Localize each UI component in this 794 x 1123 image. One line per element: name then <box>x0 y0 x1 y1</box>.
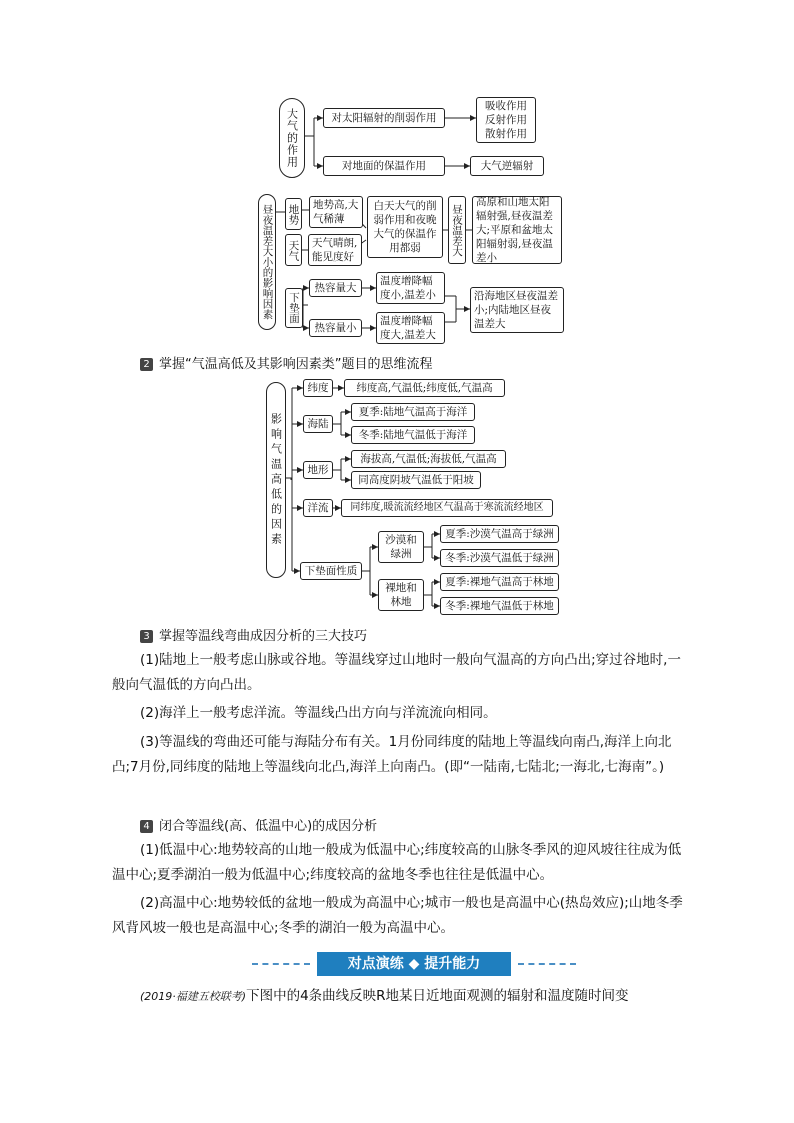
high-heat-capacity-box: 热容量大 <box>309 279 362 297</box>
exercise-text: 下图中的4条曲线反映R地某日近地面观测的辐射和温度随时间变 <box>246 988 629 1004</box>
bare-summer-box: 夏季:裸地气温高于林地 <box>440 573 559 591</box>
terrain-factor-box: 地势 <box>285 198 302 230</box>
weakening-types-box <box>476 97 536 143</box>
large-temp-change-box: 温度增降幅度大,温差大 <box>376 312 445 344</box>
paragraph-mountain-valley: (1)陆地上一般考虑山脉或谷地。等温线穿过山地时一般向气温高的方向凸出;穿过谷地时,一般向气温低的方向凸出。 <box>112 652 681 693</box>
plateau-plain-desc-box: 高原和山地太阳辐射强,昼夜温差大;平原和盆地太阳辐射弱,昼夜温差小 <box>472 196 562 264</box>
section-3-number: 3 <box>140 630 153 643</box>
weak-atmosphere-effect-box: 白天大气的削弱作用和夜晚大气的保温作用都弱 <box>367 196 443 258</box>
terrain-box: 地形 <box>303 461 333 479</box>
section-4-title: 闭合等温线(高、低温中心)的成因分析 <box>159 819 378 834</box>
section-3-heading <box>140 625 367 644</box>
practice-banner: 对点演练 ◆ 提升能力 <box>317 952 511 976</box>
scattering-label: 散射作用 <box>485 128 527 140</box>
banner-right-dashes <box>518 963 576 965</box>
weakening-solar-radiation-box: 对太阳辐射的削弱作用 <box>323 108 445 128</box>
exercise-intro <box>140 986 700 1007</box>
desert-winter-box: 冬季:沙漠气温低于绿洲 <box>440 549 559 567</box>
desert-oasis-box: 沙漠和绿洲 <box>378 531 424 563</box>
current-desc-box: 同纬度,暖流流经地区气温高于寒流流经地区 <box>341 499 553 517</box>
surface-nature-box: 下垫面性质 <box>300 562 362 580</box>
slope-desc-box: 同高度阴坡气温低于阳坡 <box>351 471 481 489</box>
absorption-label: 吸收作用 <box>485 100 527 112</box>
coastal-inland-desc-box: 沿海地区昼夜温差小;内陆地区昼夜温差大 <box>470 287 564 333</box>
banner-left-dashes <box>252 963 310 965</box>
bare-forest-box: 裸地和林地 <box>378 579 424 611</box>
winter-land-sea-box: 冬季:陆地气温低于海洋 <box>351 426 475 444</box>
paragraph-high-center: (2)高温中心:地势较低的盆地一般成为高温中心;城市一般也是高温中心(热岛效应);山地冬季风背风坡一般也是高温中心;冬季的湖泊一般为高温中心。 <box>112 895 683 936</box>
ocean-current-box: 洋流 <box>303 499 333 517</box>
large-diurnal-range-box: 昼夜温差大 <box>448 196 466 264</box>
desert-summer-box: 夏季:沙漠气温高于绿洲 <box>440 525 559 543</box>
section-2-title: 掌握“气温高低及其影响因素类”题目的思维流程 <box>159 357 433 372</box>
weather-desc-box: 天气晴朗,能见度好 <box>308 234 362 266</box>
counter-radiation-box: 大气逆辐射 <box>470 156 544 176</box>
bare-winter-box: 冬季:裸地气温低于林地 <box>440 597 559 615</box>
paragraph-ocean-current: (2)海洋上一般考虑洋流。等温线凸出方向与洋流流向相同。 <box>140 705 497 721</box>
exercise-source: (2019·福建五校联考) <box>140 990 247 1003</box>
altitude-desc-box: 海拔高,气温低;海拔低,气温高 <box>351 450 506 468</box>
summer-land-sea-box: 夏季:陆地气温高于海洋 <box>351 403 475 421</box>
terrain-desc-box: 地势高,大气稀薄 <box>309 196 363 228</box>
temperature-factors-root: 影响气温高低的因素 <box>266 382 286 578</box>
reflection-label: 反射作用 <box>485 114 527 126</box>
section-3-title: 掌握等温线弯曲成因分析的三大技巧 <box>159 629 368 644</box>
section-2-heading <box>140 353 432 372</box>
paragraph-land-sea: (3)等温线的弯曲还可能与海陆分布有关。1月份同纬度的陆地上等温线向南凸,海洋上向北凸;7月份,同纬度的陆地上等温线向北凸,海洋上向南凸。(即“一陆南,七陆北;一海北,七海南”。) <box>112 734 672 775</box>
small-temp-change-box: 温度增降幅度小,温差小 <box>376 272 445 304</box>
weather-factor-box: 天气 <box>285 234 302 266</box>
atmosphere-role-root: 大气的作用 <box>279 98 305 178</box>
latitude-box: 纬度 <box>303 379 333 397</box>
section-4-heading <box>140 815 377 834</box>
low-heat-capacity-box: 热容量小 <box>309 319 362 337</box>
section-2-number: 2 <box>140 358 153 371</box>
ground-insulation-box: 对地面的保温作用 <box>323 156 445 176</box>
land-sea-box: 海陆 <box>303 415 333 433</box>
paragraph-low-center: (1)低温中心:地势较高的山地一般成为低温中心;纬度较高的山脉冬季风的迎风坡往往成为低温中心;夏季湖泊一般为低温中心;纬度较高的盆地冬季也往往是低温中心。 <box>112 842 682 883</box>
latitude-desc-box: 纬度高,气温低;纬度低,气温高 <box>344 379 505 397</box>
underlying-surface-box: 下垫面 <box>285 288 303 328</box>
section-4-number: 4 <box>140 820 153 833</box>
diurnal-range-root: 昼夜温差大小的影响因素 <box>258 194 276 330</box>
